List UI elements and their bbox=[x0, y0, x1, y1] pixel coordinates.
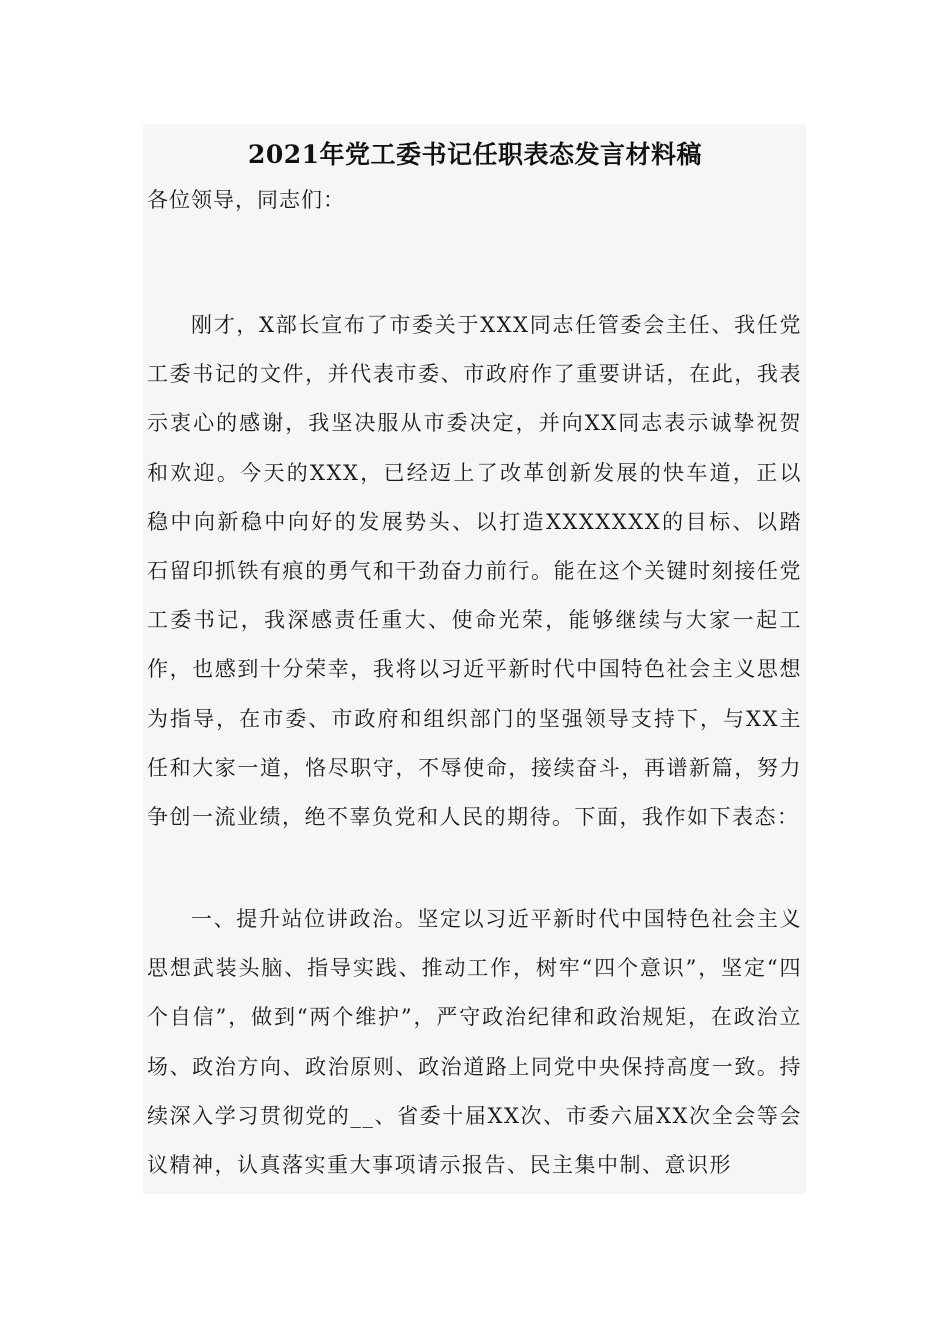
document-title: 2021年党工委书记任职表态发言材料稿 bbox=[247, 140, 703, 169]
greeting: 各位领导，同志们： bbox=[147, 188, 345, 212]
paragraph: 一、提升站位讲政治。坚定以习近平新时代中国特色社会主义思想武装头脑、指导实践、推动工作，树牢“四个意识”，坚定“四个自信”，做到“两个维护”，严守政治纪律和政治规矩，在政治立场、政治方向、政治原则、政治道路上同党中央保持高度一致。持续深入学习贯彻党的__、省委十届XX次、市委六届XX次全会等会议精神，认真落实重大事项请示报告、民主集中制、意识形 bbox=[147, 907, 802, 1178]
paragraph: 刚才，X部长宣布了市委关于XXX同志任管委会主任、我任党工委书记的文件，并代表市委、市政府作了重要讲话，在此，我表示衷心的感谢，我坚决服从市委决定，并向XX同志表示诚挚祝贺和欢迎。今天的XXX，已经迈上了改革创新发展的快车道，正以稳中向新稳中向好的发展势头、以打造XXXXXXX的目标、以踏石留印抓铁有痕的勇气和干劲奋力前行。能在这个关键时刻接任党工委书记，我深感责任重大、使命光荣，能够继续与大家一起工作，也感到十分荣幸，我将以习近平新时代中国特色社会主义思想为指导，在市委、市政府和组织部门的坚强领导支持下，与XX主任和大家一道，恪尽职守，不辱使命，接续奋斗，再谱新篇，努力争创一流业绩，绝不辜负党和人民的期待。下面，我作如下表态： bbox=[147, 313, 802, 830]
